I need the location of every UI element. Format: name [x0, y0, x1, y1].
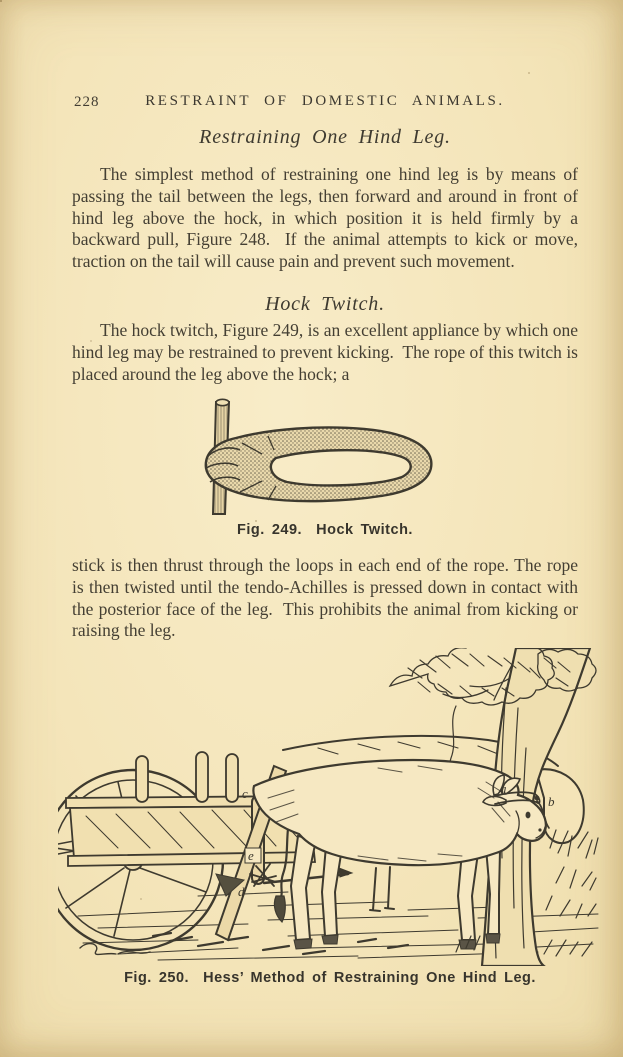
fig249-illustration [178, 396, 450, 518]
fig250-caption: Fig. 250. Hess’ Method of Restraining One Hind Leg. [124, 970, 536, 986]
ox-front-leg [458, 852, 478, 940]
label-b: b [548, 794, 555, 809]
fig249-caption: Fig. 249. Hock Twitch. [237, 522, 413, 538]
paragraph-hock-twitch-before: The hock twitch, Figure 249, is an excellent appliance by which one hind leg may be restrained to prevent kicking. The rope of this twitch is placed around the leg above the hock; a [72, 320, 583, 384]
cart-stake [196, 752, 208, 802]
paragraph-restraining: The simplest method of restraining one hind leg is by means of passing the tail between the legs, then forward and around in front of hind leg above the hock, in which position it is held firmly by a backward pull, Figure 248. If the animal attempts to kick or move, traction on the tail will cause pain and prevent such movement. [72, 164, 583, 272]
ox-hind-leg [322, 846, 342, 936]
paragraph-hock-twitch-after: stick is then thrust through the loops in each end of the rope. The rope is then twisted until the tendo-Achilles is pressed down in contact with the posterior face of the leg. This prohibits the animal from kicking or raising the leg. [72, 555, 583, 641]
label-e: e [248, 848, 254, 863]
label-c: c [242, 786, 248, 801]
cart-stake [136, 756, 148, 802]
section-heading-hock-twitch: Hock Twitch. [265, 293, 385, 315]
page-number: 228 [74, 94, 100, 110]
label-a: a [500, 781, 507, 796]
label-d: d [238, 884, 245, 899]
section-heading-restraining: Restraining One Hind Leg. [199, 126, 451, 148]
cart-stake [226, 754, 238, 802]
rope-loop [206, 427, 432, 501]
running-header: RESTRAINT OF DOMESTIC ANIMALS. [145, 93, 505, 109]
paper-specks [0, 0, 2, 2]
ox-tail-tuft [274, 896, 285, 922]
fig250-illustration [58, 648, 600, 966]
ox-eye [526, 812, 531, 819]
